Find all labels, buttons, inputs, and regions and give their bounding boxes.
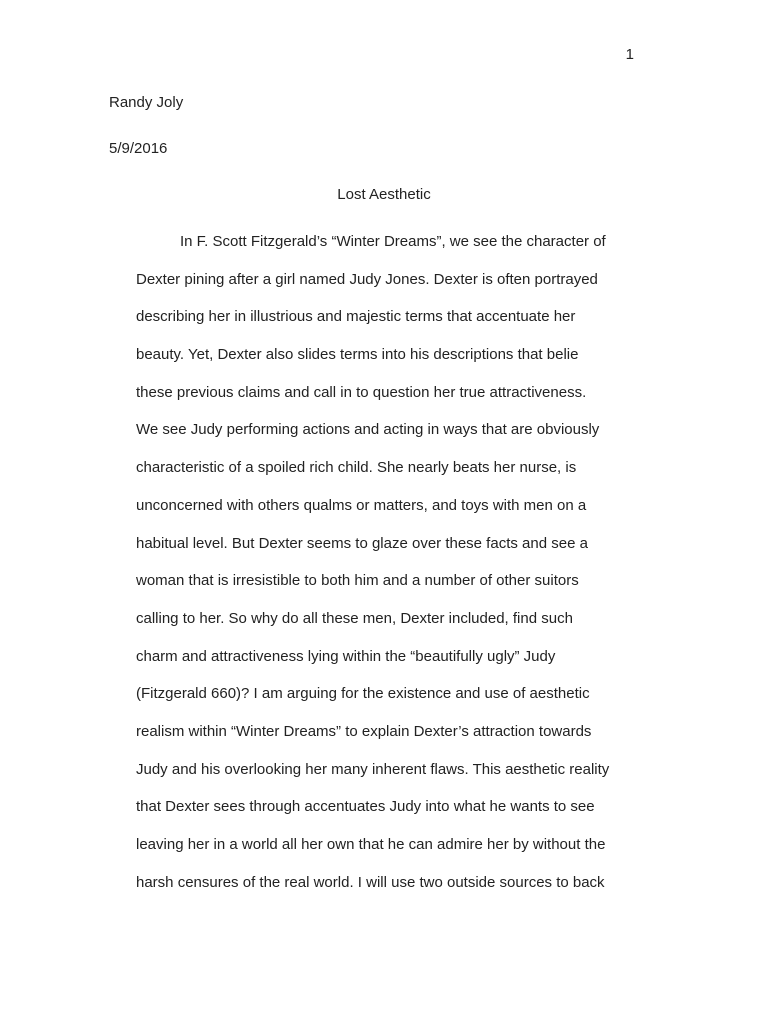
body-line: that Dexter sees through accentuates Judy into what he wants to see <box>136 798 595 816</box>
document-date: 5/9/2016 <box>109 140 168 157</box>
body-line: calling to her. So why do all these men, Dexter included, find such <box>136 609 573 627</box>
body-line: leaving her in a world all her own that he can admire her by without the <box>136 836 606 853</box>
body-line: these previous claims and call in to question her true attractiveness. <box>136 383 587 401</box>
body-line: harsh censures of the real world. I will use two outside sources to back <box>136 873 605 891</box>
page-number: 1 <box>625 46 634 63</box>
body-line: We see Judy performing actions and acting in ways that are obviously <box>136 421 600 439</box>
body-line: realism within “Winter Dreams” to explain Dexter’s attraction towards <box>136 722 592 740</box>
body-line: charm and attractiveness lying within the “beautifully ugly” Judy <box>136 647 556 665</box>
body-line: (Fitzgerald 660)? I am arguing for the existence and use of aesthetic <box>136 685 590 703</box>
body-line: woman that is irresistible to both him and a number of other suitors <box>136 572 579 590</box>
essay-body <box>136 231 636 909</box>
body-line: unconcerned with others qualms or matters, and toys with men on a <box>136 496 587 514</box>
essay-title: Lost Aesthetic <box>337 186 431 203</box>
body-line: Dexter pining after a girl named Judy Jones. Dexter is often portrayed <box>136 270 598 288</box>
body-line: habitual level. But Dexter seems to glaze over these facts and see a <box>136 534 588 552</box>
body-line: In F. Scott Fitzgerald’s “Winter Dreams”, we see the character of <box>180 233 606 250</box>
body-line: characteristic of a spoiled rich child. She nearly beats her nurse, is <box>136 459 577 477</box>
body-line: Judy and his overlooking her many inherent flaws. This aesthetic reality <box>136 760 610 778</box>
body-line: beauty. Yet, Dexter also slides terms into his descriptions that belie <box>136 346 579 364</box>
body-line: describing her in illustrious and majestic terms that accentuate her <box>136 308 576 326</box>
author-name: Randy Joly <box>109 94 184 111</box>
